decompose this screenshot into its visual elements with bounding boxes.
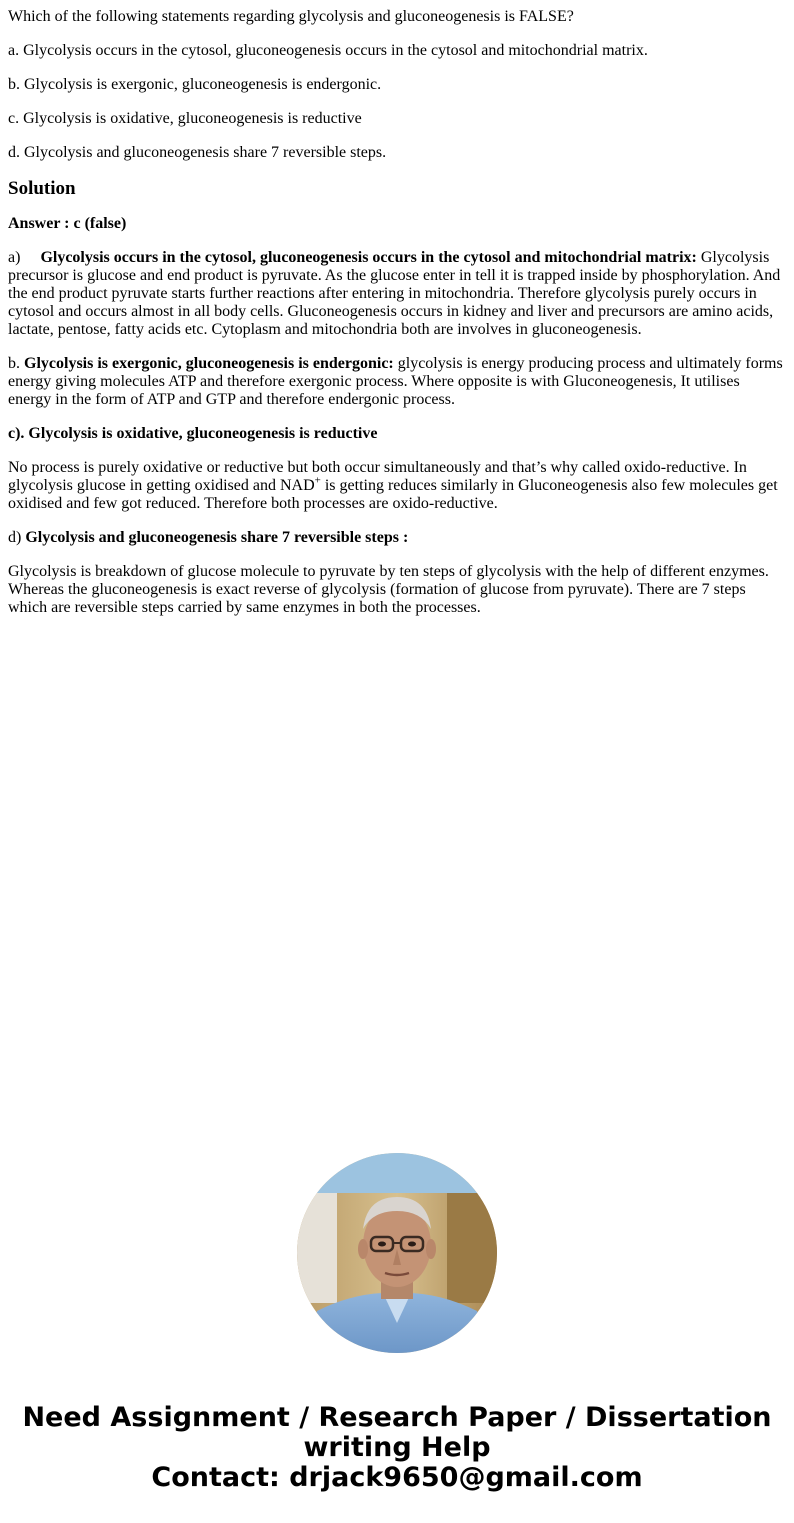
option-b: b. Glycolysis is exergonic, gluconeogenesis is endergonic. — [8, 76, 382, 93]
contact-email: Contact: drjack9650@gmail.com — [151, 1462, 643, 1493]
person-photo-icon — [297, 1153, 497, 1353]
explanation-d: Glycolysis is breakdown of glucose molecule to pyruvate by ten steps of glycolysis with the help of different enzymes. Whereas the gluconeogenesis is exact reverse of glycolysis (formation of glucose from pyruvate). There are 7 steps which are reversible steps carried by same enzymes in both the processes. — [8, 563, 769, 616]
explanation-b — [8, 355, 786, 409]
answer-text: Answer : c (false) — [8, 215, 127, 232]
explanation-b-text: glycolysis is energy producing process and ultimately forms energy giving molecules ATP and therefore exergonic process. Where opposite is with Gluconeogenesis, It utilises energy in the form of ATP and GTP and therefore endergonic process. — [8, 355, 783, 408]
contact-banner-line-1: Need Assignment / Research Paper / Dissertation — [22, 1402, 772, 1433]
explanation-c — [8, 459, 786, 513]
explanation-a — [8, 249, 786, 339]
explanation-d-prefix: d) — [8, 529, 26, 546]
question-stem: Which of the following statements regarding glycolysis and gluconeogenesis is FALSE? — [8, 8, 574, 25]
option-a: a. Glycolysis occurs in the cytosol, gluconeogenesis occurs in the cytosol and mitochondrial matrix. — [8, 42, 648, 59]
option-d: d. Glycolysis and gluconeogenesis share 7 reversible steps. — [8, 144, 387, 161]
answer-line — [8, 215, 786, 233]
contact-banner — [0, 1403, 794, 1493]
explanation-c-text-2: is getting reduces similarly in Gluconeogenesis also few molecules get oxidised and few got reduced. Therefore both processes are oxido-reductive. — [8, 477, 778, 512]
explanation-a-title: Glycolysis occurs in the cytosol, gluconeogenesis occurs in the cytosol and mitochondrial matrix: — [40, 249, 697, 266]
avatar — [297, 1153, 497, 1353]
explanation-b-prefix: b. — [8, 355, 24, 372]
solution-heading: Solution — [8, 178, 76, 199]
explanation-a-text: Glycolysis precursor is glucose and end product is pyruvate. As the glucose enter in tell it is trapped inside by phosphorylation. And the end product pyruvate starts further reactions after entering in mitochondria. Therefore glycolysis purely occurs in cytosol and occurs almost in all body cells. Gluconeogenesis occurs in kidney and liver and precursors are amino acids, lactate, pentose, fatty acids etc. Cytoplasm and mitochondria both are involves in gluconeogenesis. — [8, 249, 781, 338]
explanation-d-heading — [8, 529, 786, 547]
document-content — [8, 8, 786, 633]
explanation-c-title: c). Glycolysis is oxidative, gluconeogenesis is reductive — [8, 425, 378, 442]
explanation-b-title: Glycolysis is exergonic, gluconeogenesis is endergonic: — [24, 355, 394, 372]
nad-superscript: + — [314, 474, 321, 487]
explanation-d-title: Glycolysis and gluconeogenesis share 7 reversible steps : — [25, 529, 409, 546]
explanation-c-text-1: No process is purely oxidative or reductive but both occur simultaneously and that’s why called oxido-reductive. In glycolysis glucose in getting oxidised and NAD — [8, 459, 747, 494]
explanation-c-heading — [8, 425, 786, 443]
contact-banner-line-2: writing Help — [303, 1432, 491, 1463]
option-c: c. Glycolysis is oxidative, gluconeogenesis is reductive — [8, 110, 362, 127]
explanation-a-prefix: a) — [8, 249, 21, 266]
